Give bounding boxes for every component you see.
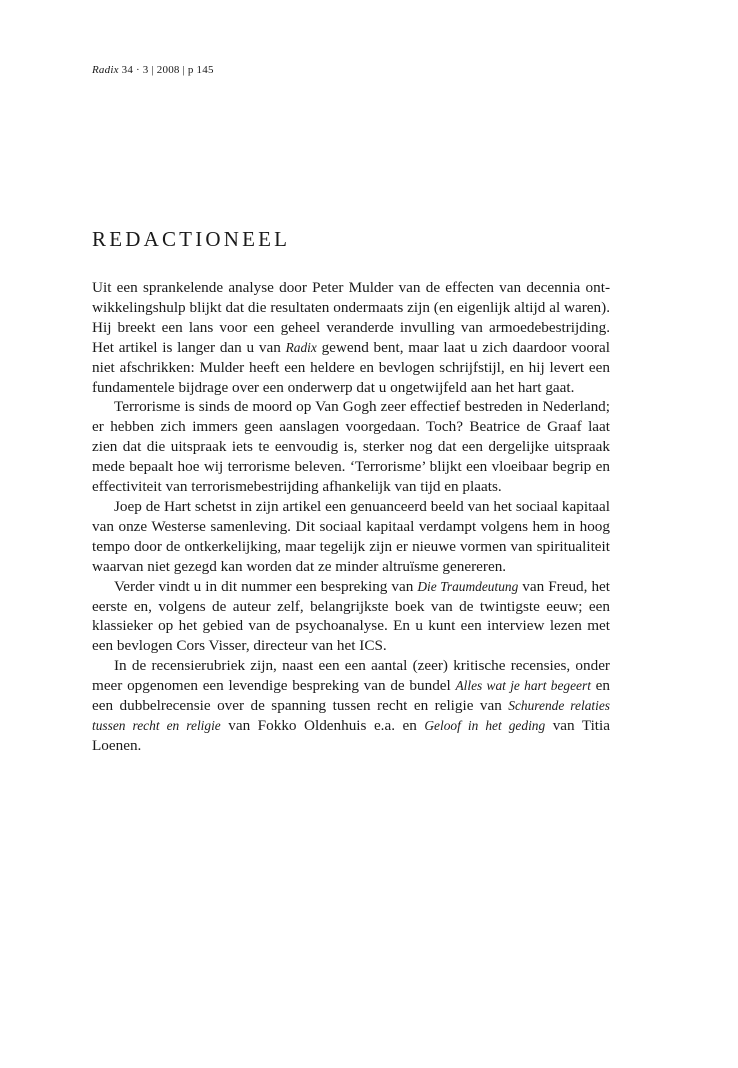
paragraph-5-text-c: van Fokko Oldenhuis e.a. en <box>220 716 425 734</box>
paragraph-4 <box>92 577 610 657</box>
paragraph-5-text-a: In de recensierubriek zijn, naast een een aantal (zeer) kritische recensies, onder meer opgenomen een levendige bespreking van de bundel <box>92 657 610 695</box>
issue-citation: 34 · 3 | 2008 | p 145 <box>121 64 214 76</box>
book-title-alles-wat-je-hart-begeert: Alles wat je hart begeert <box>455 678 591 694</box>
paragraph-2: Terrorisme is sinds de moord op Van Gogh zeer effectief bestreden in Nederland; er hebben zich immers geen aanslagen voorgedaan. Toch? Beatrice de Graaf laat zien dat die uitspraak iets te eenvoudig is, sterker nog dat een dergelijke uitspraak mede bepaalt hoe wij terrorisme beleven. ‘Terrorisme’ blijkt een vloeibaar begrip en effectiviteit van terrorismebestrijding afhankelijk van tijd en plaats. <box>92 398 610 496</box>
paragraph-4-text-a: Verder vindt u in dit nummer een bespreking van <box>114 577 418 595</box>
journal-name: Radix <box>92 64 119 76</box>
paragraph-5-text-b: en een dubbelrecensie over de spanning tussen recht en religie van <box>92 677 610 715</box>
paragraph-1-text-b: gewend bent, maar laat u zich daardoor vooral niet afschrikken: Mulder heeft een heldere en bevlogen schrijfstijl, en hij levert een fundamentele bijdrage over een onderwerp dat u ongetwijfeld aan het hart gaat. <box>92 338 610 396</box>
editorial-body <box>92 278 610 756</box>
running-header <box>92 64 214 76</box>
page-title: REDACTIONEEL <box>92 227 291 251</box>
paragraph-5-text-d: van Titia Loenen. <box>92 716 610 754</box>
book-title-schurende-relaties: Schurende relaties tussen recht en religie <box>92 698 610 733</box>
paragraph-4-text-b: van Freud, het eerste en, volgens de auteur zelf, belangrijkste boek van de twintigste eeuw; een klassieker op het gebied van de psychoanalyse. En u kunt een interview lezen met een bevlogen Cors Visser, directeur van het ICS. <box>92 577 610 655</box>
paragraph-5 <box>92 656 610 756</box>
paragraph-1-text-a: Uit een sprankelende analyse door Peter Mulder van de effecten van decennia ontwikkelingshulp blijkt dat die resultaten ondermaats zijn (en eigenlijk altijd al waren). Hij breekt een lans voor een geheel veranderde invulling van armoedebestrijding. Het artikel is langer dan u van <box>92 279 610 356</box>
book-title-geloof-in-het-geding: Geloof in het geding <box>424 717 546 733</box>
journal-name-italic: Radix <box>285 339 317 355</box>
paragraph-3: Joep de Hart schetst in zijn artikel een genuanceerd beeld van het sociaal kapitaal van onze Westerse samenleving. Dit sociaal kapitaal verdampt volgens hem in hoog tempo door de ontkerkelijking, maar tegelijk zijn er nieuwe vormen van spiritualiteit waarvan niet gezegd kan worden dat ze minder altruïsme genereren. <box>92 497 610 575</box>
book-title-traumdeutung: Die Traumdeutung <box>417 578 519 594</box>
paragraph-1 <box>92 278 610 397</box>
